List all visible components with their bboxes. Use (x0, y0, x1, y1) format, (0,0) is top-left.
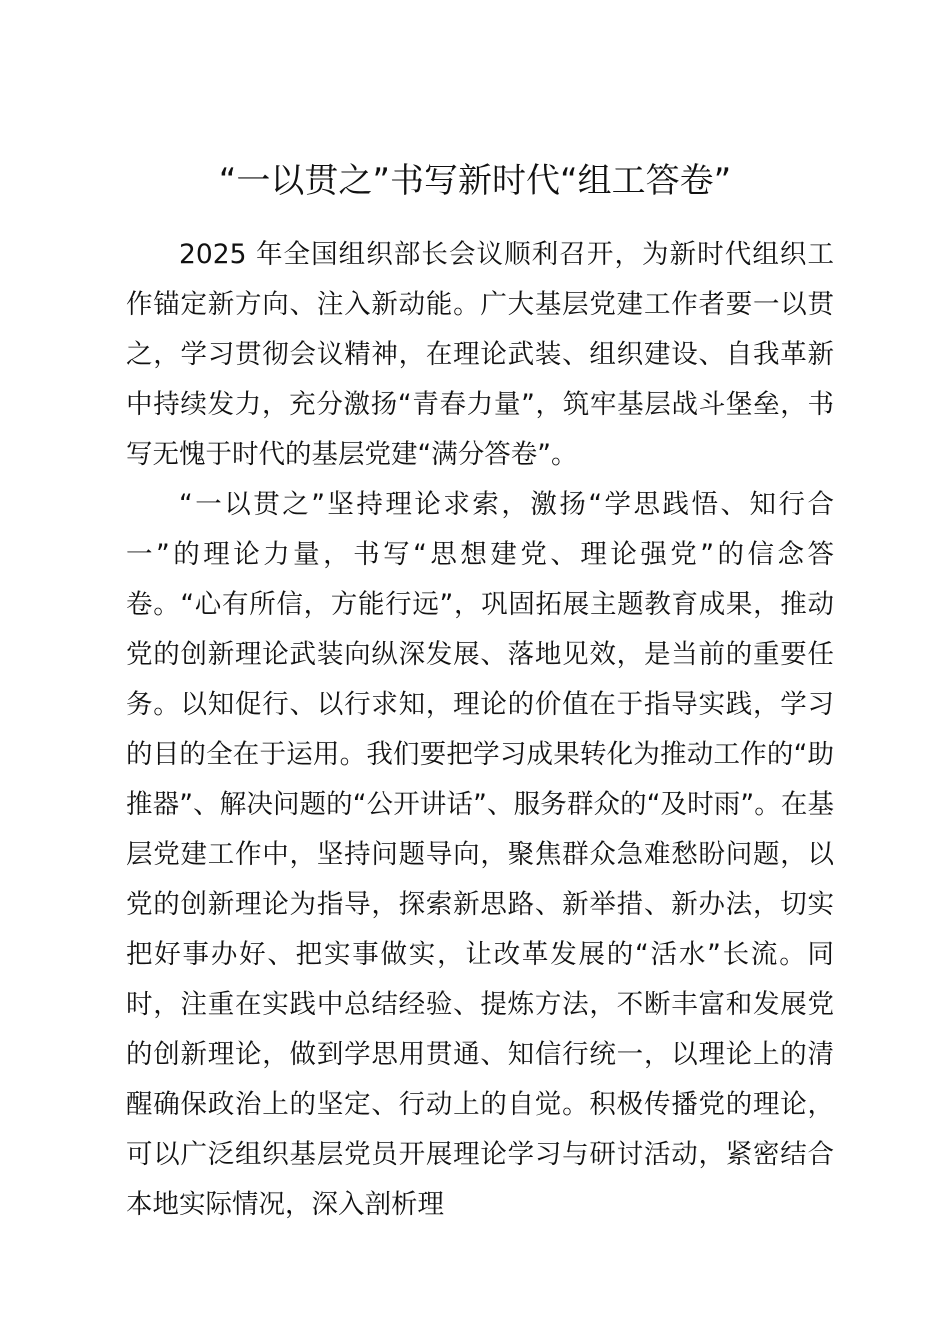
document-body (126, 230, 834, 1230)
paragraph-2: “一以贯之”坚持理论求索，激扬“学思践悟、知行合一”的理论力量，书写“思想建党、理论强党”的信念答卷。“心有所信，方能行远”，巩固拓展主题教育成果，推动党的创新理论武装向纵深发展、落地见效，是当前的重要任务。以知促行、以行求知，理论的价值在于指导实践，学习的目的全在于运用。我们要把学习成果转化为推动工作的“助推器”、解决问题的“公开讲话”、服务群众的“及时雨”。在基层党建工作中，坚持问题导向，聚焦群众急难愁盼问题，以党的创新理论为指导，探索新思路、新举措、新办法，切实把好事办好、把实事做实，让改革发展的“活水”长流。同时，注重在实践中总结经验、提炼方法，不断丰富和发展党的创新理论，做到学思用贯通、知信行统一，以理论上的清醒确保政治上的坚定、行动上的自觉。积极传播党的理论，可以广泛组织基层党员开展理论学习与研讨活动，紧密结合本地实际情况，深入剖析理 (126, 489, 834, 1220)
document-title: “一以贯之”书写新时代“组工答卷” (218, 161, 732, 201)
paragraph-1: 2025 年全国组织部长会议顺利召开，为新时代组织工作锚定新方向、注入新动能。广大基层党建工作者要一以贯之，学习贯彻会议精神，在理论武装、组织建设、自我革新中持续发力，充分激扬“青春力量”，筑牢基层战斗堡垒，书写无愧于时代的基层党建“满分答卷”。 (126, 239, 834, 470)
